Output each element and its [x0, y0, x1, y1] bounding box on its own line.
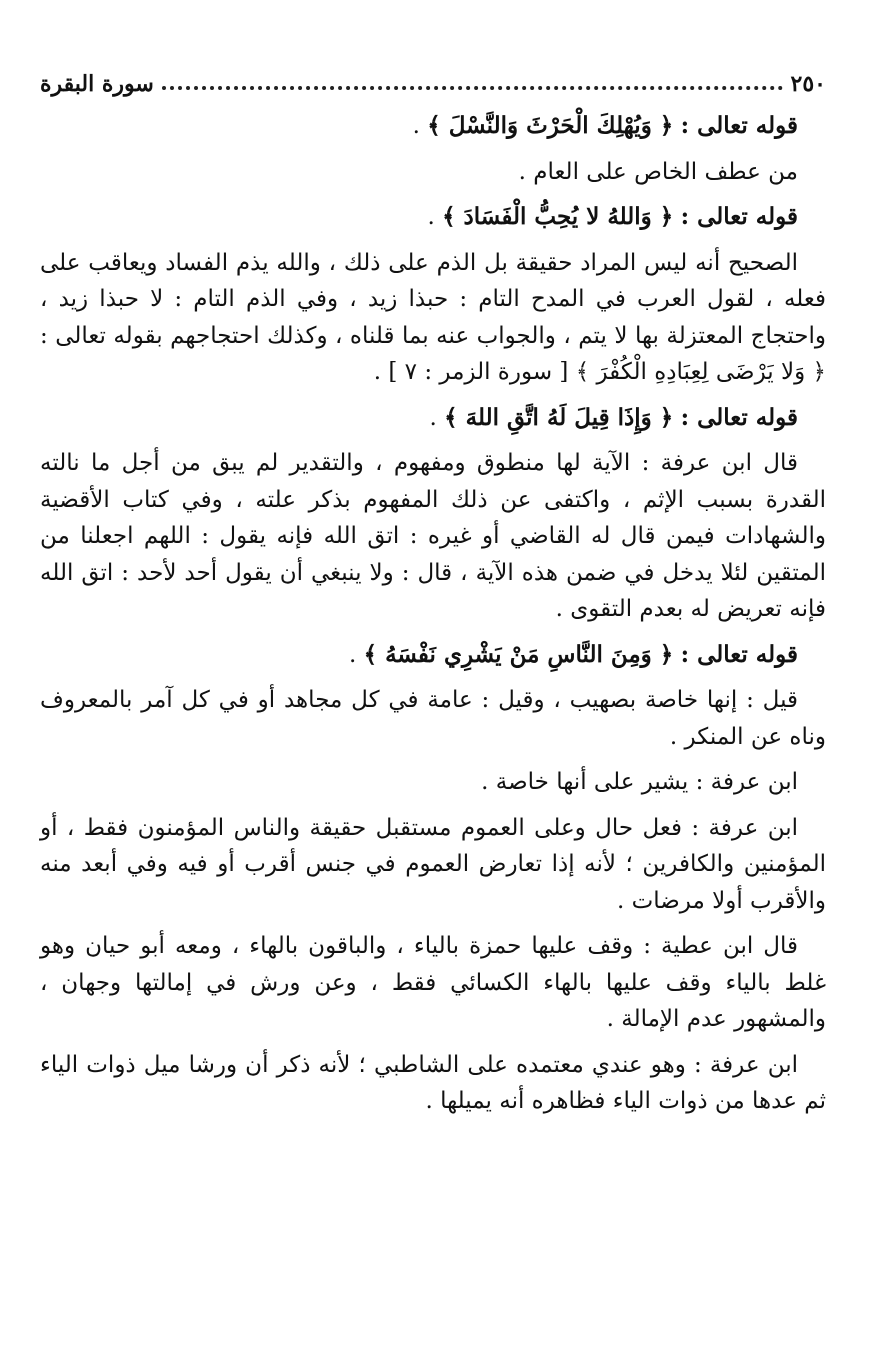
- verse-tail: .: [412, 113, 428, 139]
- page-body: [40, 108, 826, 1129]
- verse-label: قوله تعالى :: [680, 640, 798, 668]
- verse-heading: [40, 400, 826, 437]
- verse-tail: .: [427, 204, 443, 230]
- commentary-paragraph: الصحيح أنه ليس المراد حقيقة بل الذم على ذلك ، والله يذم الفساد ويعاقب على فعله ، لقول العرب في المدح التام : حبذا زيد ، وفي الذم التام : لا حبذا زيد ، واحتجاج المعتزلة بها لا يتم ، والجواب عنه بما قلناه ، وكذلك احتجاجهم بقوله تعالى : ﴿ وَلا يَرْضَى لِعِبَادِهِ الْكُفْرَ ﴾ [ سورة الزمر : ٧ ] .: [40, 249, 826, 385]
- verse-label: قوله تعالى :: [680, 403, 798, 431]
- quran-verse: ﴿ وَمِنَ النَّاسِ مَنْ يَشْرِي نَفْسَهُ ﴾: [363, 640, 674, 668]
- page-header: [40, 70, 826, 98]
- surah-name: سورة البقرة: [40, 71, 154, 97]
- commentary-paragraph: من عطف الخاص على العام .: [518, 158, 798, 185]
- verse-tail: .: [348, 641, 364, 668]
- verse-heading: [40, 199, 826, 236]
- verse-heading: [40, 637, 826, 674]
- commentary-paragraph: قيل : إنها خاصة بصهيب ، وقيل : عامة في كل مجاهد أو في كل آمر بالمعروف وناه عن المنكر .: [40, 687, 826, 750]
- commentary-paragraph: ابن عرفة : فعل حال وعلى العموم مستقبل حقيقة والناس المؤمنون فقط ، أو المؤمنين والكافرين ؛ لأنه إذا تعارض العموم في جنس أقرب أو فيه وفي أبعد منه والأقرب أولا مرضات .: [40, 814, 826, 914]
- commentary-paragraph: ابن عرفة : وهو عندي معتمده على الشاطبي ؛ لأنه ذكر أن ورشا ميل ذوات الياء ثم عدها من ذوات الياء فظاهره أنه يميلها .: [40, 1051, 826, 1114]
- quran-verse: ﴿ وَإِذَا قِيلَ لَهُ اتَّقِ اللهَ ﴾: [444, 403, 674, 431]
- verse-heading: [40, 108, 826, 145]
- quran-verse: ﴿ وَيُهْلِكَ الْحَرْثَ وَالنَّسْلَ ﴾: [427, 112, 674, 139]
- verse-tail: .: [429, 404, 445, 431]
- verse-label: قوله تعالى :: [680, 112, 798, 139]
- page-number: ٢٥٠: [790, 71, 826, 97]
- verse-label: قوله تعالى :: [680, 203, 798, 230]
- header-dotted-rule: [162, 86, 783, 90]
- commentary-paragraph: قال ابن عرفة : الآية لها منطوق ومفهوم ، والتقدير لم يبق من أجل ما نالته القدرة بسبب الإثم ، واكتفى عن ذلك المفهوم بذكر علته ، وفي كتاب الأقضية والشهادات فيمن قال له القاضي أو غيره : اتق الله فإنه يقول : اللهم اجعلنا من المتقين لئلا يدخل في ضمن هذه الآية ، قال : ولا ينبغي أن يقول أحد لأحد : اتق الله فإنه تعريض له بعدم التقوى .: [40, 450, 826, 622]
- commentary-paragraph: ابن عرفة : يشير على أنها خاصة .: [481, 769, 798, 795]
- commentary-paragraph: قال ابن عطية : وقف عليها حمزة بالياء ، والباقون بالهاء ، ومعه أبو حيان وهو غلط بالياء وقف عليها بالهاء الكسائي فقط ، وعن ورش في إمالتها وجهان ، والمشهور عدم الإمالة .: [40, 933, 826, 1032]
- quran-verse: ﴿ وَاللهُ لا يُحِبُّ الْفَسَادَ ﴾: [442, 203, 674, 230]
